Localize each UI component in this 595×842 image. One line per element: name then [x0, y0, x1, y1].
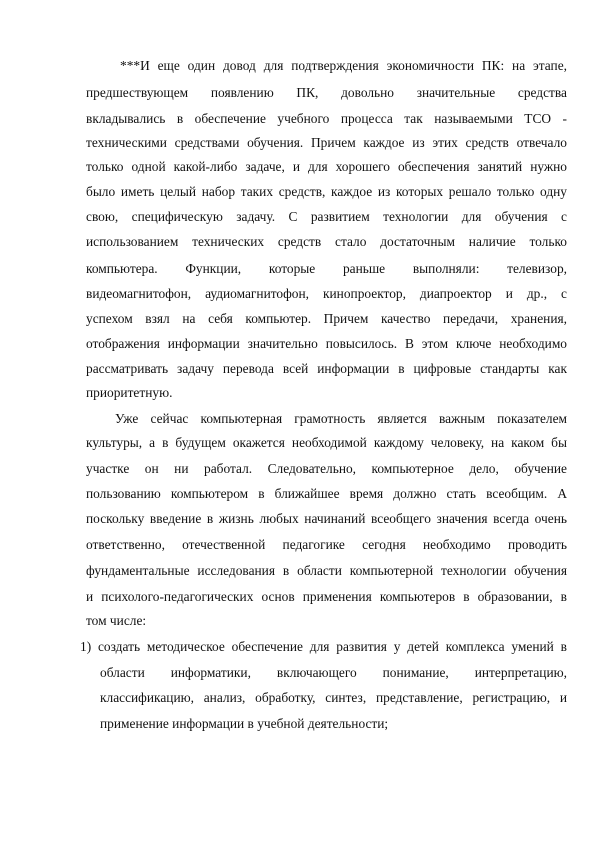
paragraph1-line: рассматривать задачу перевода всей информации в цифровые стандарты как [86, 361, 567, 376]
paragraph2-line: Уже сейчас компьютерная грамотность является важным показателем [115, 411, 567, 426]
paragraph2-line: том числе: [86, 613, 147, 628]
paragraph1-line: свою, специфическую задачу. С развитием технологии для обучения с [86, 209, 567, 224]
paragraph1-line: успехом взял на себя компьютер. Причем качество передачи, хранения, [86, 311, 567, 326]
paragraph1-line: ***И еще один довод для подтверждения экономичности ПК: на этапе, [120, 58, 567, 73]
paragraph2-line: поскольку введение в жизнь любых начинаний всеобщего значения всегда очень [86, 511, 567, 526]
paragraph2-line: культуры, а в будущем окажется необходимой каждому человеку, на каком бы [86, 435, 567, 450]
paragraph1-line: техническими средствами обучения. Причем каждое из этих средств отвечало [86, 135, 567, 150]
paragraph1-line: было иметь целый набор таких средств, каждое из которых решало только одну [86, 184, 567, 199]
paragraph2-line: ответственно, отечественной педагогике сегодня необходимо проводить [86, 537, 567, 552]
list-item-line: классификацию, анализ, обработку, синтез, представление, регистрацию, и [100, 690, 567, 705]
paragraph2-line: пользованию компьютером в ближайшее время должно стать всеобщим. А [86, 486, 567, 501]
paragraph1-line: видеомагнитофон, аудиомагнитофон, кинопроектор, диапроектор и др., с [86, 286, 567, 301]
paragraph1-line: отображения информации значительно повысилось. В этом ключе необходимо [86, 336, 567, 351]
paragraph1-line: приоритетную. [86, 385, 173, 400]
paragraph1-line: предшествующем появлению ПК, довольно значительные средства [86, 85, 567, 100]
paragraph2-line: и психолого-педагогических основ применения компьютеров в образовании, в [86, 589, 567, 604]
paragraph1-line: компьютера. Функции, которые раньше выполняли: телевизор, [86, 261, 567, 276]
paragraph1-line: только одной какой-либо задаче, и для хорошего обеспечения занятий нужно [86, 159, 567, 174]
list-item-line: применение информации в учебной деятельности; [100, 716, 389, 731]
paragraph2-line: участке он ни работал. Следовательно, компьютерное дело, обучение [86, 461, 567, 476]
paragraph1-line: использованием технических средств стало достаточным наличие только [86, 234, 567, 249]
list-item-line: 1) создать методическое обеспечение для развития у детей комплекса умений в [80, 639, 567, 654]
list-item-line: области информатики, включающего понимание, интерпретацию, [100, 665, 567, 680]
paragraph1-line: вкладывались в обеспечение учебного процесса так называемыми ТСО - [86, 111, 567, 126]
paragraph2-line: фундаментальные исследования в области компьютерной технологии обучения [86, 563, 567, 578]
